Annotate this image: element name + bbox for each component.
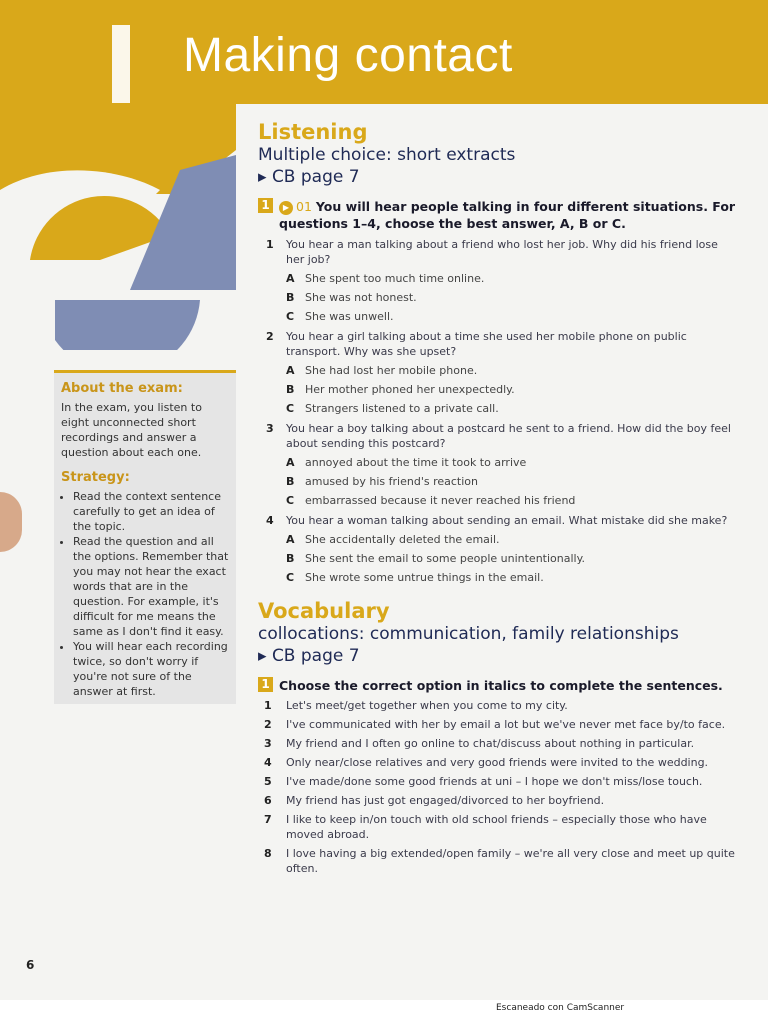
instruction-text: You will hear people talking in four different situations. For questions 1–4, choose the best answer, A, B or C. — [279, 199, 736, 231]
sentence-text: I like to keep in/on touch with old school friends – especially those who have moved abroad. — [286, 813, 707, 841]
about-exam-heading: About the exam: — [61, 381, 183, 396]
sentence-number: 5 — [264, 775, 272, 788]
cb-page-label: CB page 7 — [271, 167, 360, 187]
sentence-text: I've made/done some good friends at uni – I hope we don't miss/lose touch. — [286, 775, 703, 788]
listening-heading: Listening — [258, 120, 368, 144]
sentence-item — [258, 698, 738, 713]
sentence-item — [258, 774, 738, 789]
vocabulary-instruction — [258, 677, 738, 694]
sentence-item — [258, 793, 738, 808]
question-4 — [258, 513, 738, 585]
sentence-text: I love having a big extended/open family – we're all very close and meet up quite often. — [286, 847, 735, 875]
about-exam-text: In the exam, you listen to eight unconnected short recordings and answer a question about each one. — [61, 401, 202, 459]
option-letter: B — [286, 291, 295, 304]
strategy-item: • Read the context sentence carefully to get an idea of the topic. — [73, 489, 229, 534]
sentence-item — [258, 846, 738, 876]
question-text: You hear a woman talking about sending an email. What mistake did she make? — [286, 514, 728, 527]
option-text: embarrassed because it never reached his friend — [305, 494, 576, 507]
option-letter: C — [286, 494, 295, 507]
option-text: She was not honest. — [305, 291, 417, 304]
page-title: Making contact — [183, 29, 513, 82]
option-text: She spent too much time online. — [305, 272, 485, 285]
option-letter: C — [286, 402, 295, 415]
listening-instruction — [258, 198, 738, 232]
option-text: Strangers listened to a private call. — [305, 402, 499, 415]
question-text: You hear a girl talking about a time she used her mobile phone on public transport. Why was she upset? — [286, 330, 687, 358]
strategy-item: • Read the question and all the options. Remember that you may not hear the exact words that are in the question. For example, it's difficult for me means the same as I don't find it easy. — [73, 534, 229, 639]
main-content — [258, 120, 738, 876]
strategy-heading: Strategy: — [61, 470, 130, 485]
option-text: amused by his friend's reaction — [305, 475, 478, 488]
option-text: She sent the email to some people unintentionally. — [305, 552, 586, 565]
sentence-number: 2 — [264, 718, 272, 731]
option-letter: C — [286, 571, 295, 584]
strategy-item: • You will hear each recording twice, so don't worry if you're not sure of the answer at first. — [73, 639, 229, 699]
sentence-text: Only near/close relatives and very good friends were invited to the wedding. — [286, 756, 709, 769]
option-letter: B — [286, 552, 295, 565]
sentence-item — [258, 736, 738, 751]
cb-page-label: CB page 7 — [271, 646, 360, 666]
exercise-number-badge: 1 — [258, 198, 273, 213]
option-letter: A — [286, 456, 295, 469]
listening-subtitle: Multiple choice: short extracts — [258, 145, 516, 165]
question-text: You hear a boy talking about a postcard he sent to a friend. How did the boy feel about sending this postcard? — [286, 422, 731, 450]
play-triangle-icon: ▸ — [258, 167, 272, 187]
unit-number-one — [112, 25, 130, 103]
sentence-number: 1 — [264, 699, 272, 712]
option-letter: A — [286, 272, 295, 285]
sentence-number: 8 — [264, 847, 272, 860]
question-3 — [258, 421, 738, 508]
option-text: annoyed about the time it took to arrive — [305, 456, 527, 469]
option-letter: B — [286, 383, 295, 396]
sentence-number: 3 — [264, 737, 272, 750]
option-text: She was unwell. — [305, 310, 394, 323]
sentence-text: My friend has just got engaged/divorced to her boyfriend. — [286, 794, 605, 807]
question-1 — [258, 237, 738, 324]
question-2 — [258, 329, 738, 416]
vocabulary-subtitle: collocations: communication, family relationships — [258, 624, 679, 644]
option-text: She had lost her mobile phone. — [305, 364, 478, 377]
sentence-text: My friend and I often go online to chat/discuss about nothing in particular. — [286, 737, 695, 750]
scanner-footer — [0, 1000, 768, 1024]
question-text: You hear a man talking about a friend who lost her job. Why did his friend lose her job? — [286, 238, 718, 266]
question-number: 4 — [266, 514, 274, 527]
vocabulary-section — [258, 599, 738, 876]
sentence-item — [258, 717, 738, 732]
sentence-number: 6 — [264, 794, 272, 807]
unit-graphic — [0, 150, 240, 350]
sentence-item — [258, 755, 738, 770]
scanner-watermark: Escaneado con CamScanner — [496, 1003, 625, 1013]
sentence-number: 4 — [264, 756, 272, 769]
sentence-text: I've communicated with her by email a lot but we've never met face by/to face. — [286, 718, 726, 731]
thumb-in-photo — [0, 492, 22, 552]
vocabulary-cb-reference — [258, 645, 738, 667]
option-letter: A — [286, 364, 295, 377]
exam-tips-box — [54, 370, 236, 704]
question-number: 3 — [266, 422, 274, 435]
listening-cb-reference — [258, 166, 738, 188]
option-text: She wrote some untrue things in the email. — [305, 571, 544, 584]
instruction-text: Choose the correct option in italics to complete the sentences. — [279, 678, 723, 693]
question-number: 1 — [266, 238, 274, 251]
sentence-number: 7 — [264, 813, 272, 826]
audio-play-icon[interactable]: ▶ — [279, 201, 293, 215]
sentence-text: Let's meet/get together when you come to my city. — [286, 699, 568, 712]
play-triangle-icon: ▸ — [258, 646, 272, 666]
strategy-list — [61, 489, 229, 699]
option-text: Her mother phoned her unexpectedly. — [305, 383, 515, 396]
sentence-item — [258, 812, 738, 842]
option-letter: A — [286, 533, 295, 546]
vocabulary-heading: Vocabulary — [258, 599, 390, 623]
question-number: 2 — [266, 330, 274, 343]
exercise-number-badge: 1 — [258, 677, 273, 692]
option-letter: B — [286, 475, 295, 488]
audio-track-number: 01 — [296, 199, 312, 214]
option-letter: C — [286, 310, 295, 323]
page-number: 6 — [26, 958, 35, 972]
option-text: She accidentally deleted the email. — [305, 533, 500, 546]
